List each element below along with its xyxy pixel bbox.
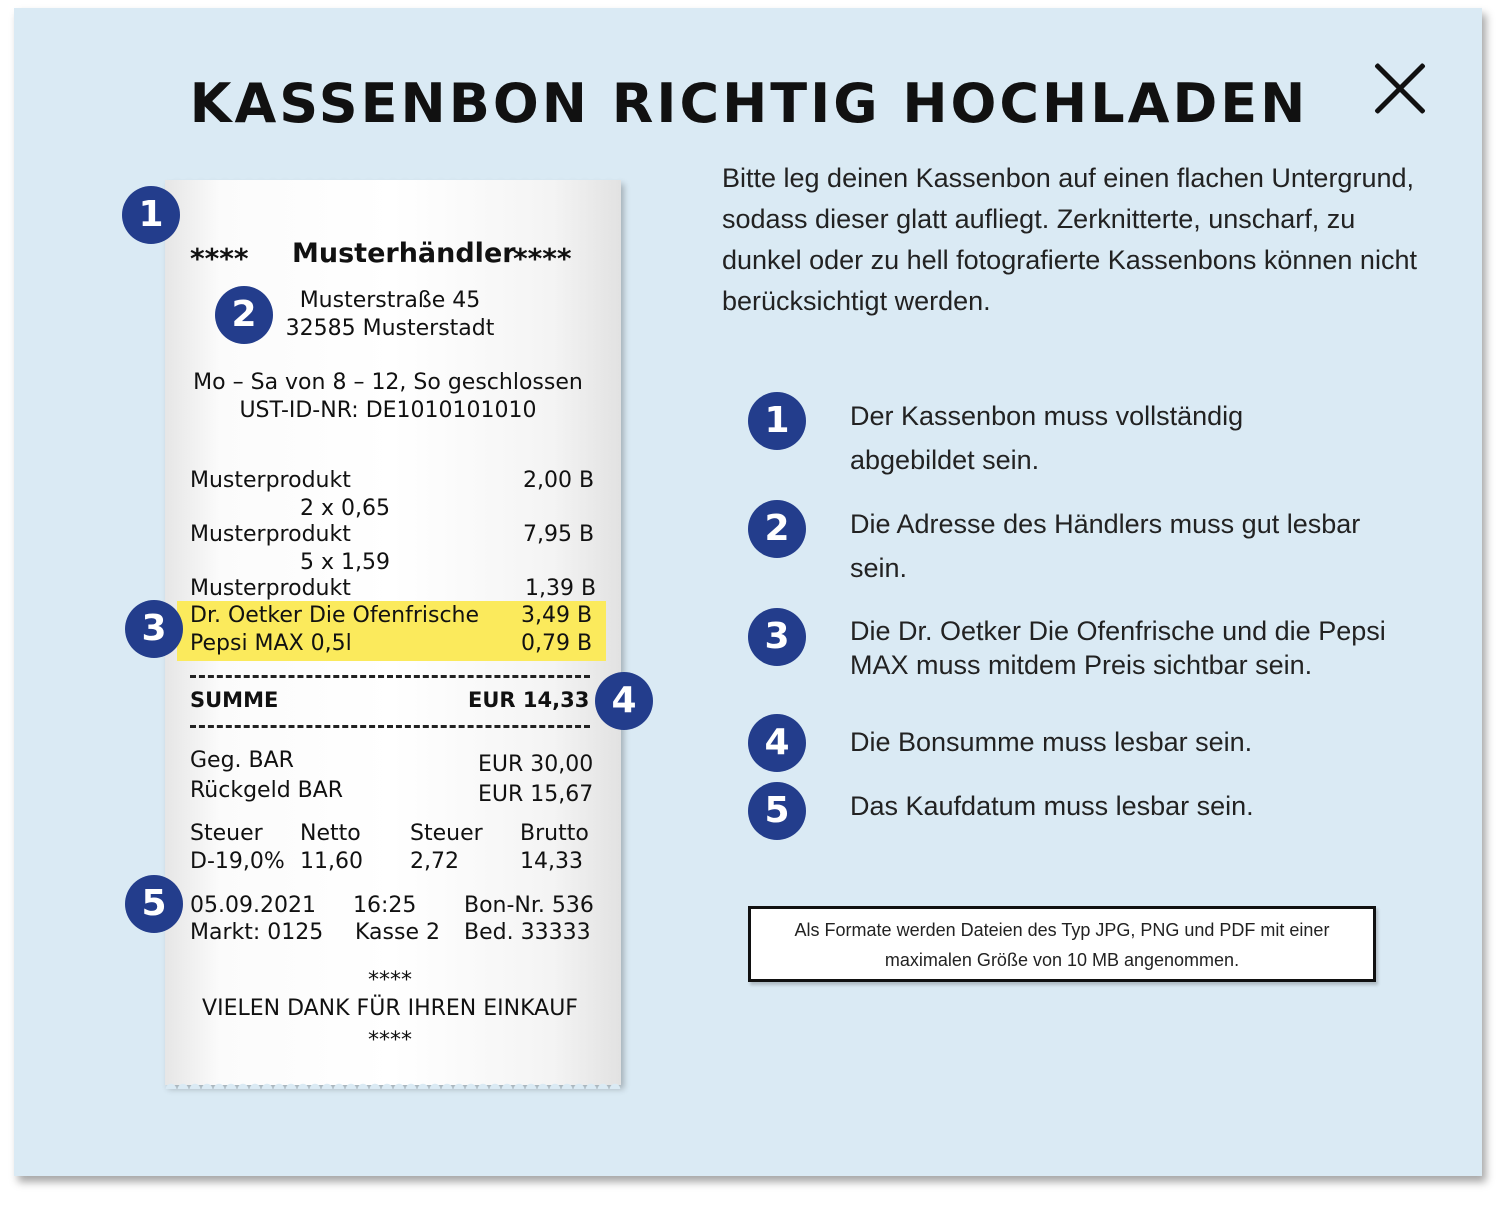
requirement-text-5: Das Kaufdatum muss lesbar sein. [850, 791, 1254, 821]
receipt-item-price: 2,00 B [523, 468, 595, 493]
receipt-register: Kasse 2 [355, 920, 440, 945]
receipt-badge-3: 3 [125, 600, 183, 658]
receipt-vat-id: UST-ID-NR: DE1010101010 [239, 398, 537, 423]
receipt-torn-edge-bottom [165, 1079, 621, 1089]
receipt-paid-value: EUR 30,00 [478, 752, 594, 777]
receipt-time: 16:25 [353, 893, 417, 918]
file-format-notice: Als Formate werden Dateien des Typ JPG, PNG und PDF mit einer maximalen Größe von 10 MB angenommen. [748, 906, 1376, 982]
receipt-tax-value: 14,33 [520, 849, 583, 874]
receipt-item-price: 7,95 B [523, 522, 595, 547]
receipt-footer-stars: **** [368, 968, 412, 993]
requirement-badge-3: 3 [748, 608, 806, 666]
receipt-item-price-highlighted: 3,49 B [521, 603, 593, 628]
requirement-text-4: Die Bonsumme muss lesbar sein. [850, 727, 1253, 757]
receipt-torn-edge-top [165, 174, 621, 184]
receipt-street: Musterstraße 45 [299, 288, 481, 313]
receipt-item-price: 1,39 B [525, 576, 597, 601]
receipt-tax-value: 11,60 [300, 849, 363, 874]
close-icon[interactable] [1372, 60, 1428, 116]
requirement-badge-4: 4 [748, 714, 806, 772]
receipt-city: 32585 Musterstadt [285, 316, 495, 341]
receipt-item-name: Musterprodukt [190, 468, 351, 493]
receipt-change-value: EUR 15,67 [478, 782, 594, 807]
receipt-divider [190, 675, 590, 678]
requirement-text-2: Die Adresse des Händlers muss gut lesbar sein. [850, 509, 1361, 583]
dialog-title: KASSENBON RICHTIG HOCHLADEN [189, 72, 1309, 135]
receipt-total-label: SUMME [190, 688, 279, 712]
requirement-badge-1: 1 [748, 392, 806, 450]
receipt-divider [190, 725, 590, 728]
receipt-total-value: EUR 14,33 [468, 688, 590, 712]
receipt-staff: Bed. 33333 [464, 920, 591, 945]
receipt-paid-label: Geg. BAR [190, 748, 294, 773]
receipt-item-name-highlighted: Pepsi MAX 0,5l [190, 631, 352, 656]
receipt-item-name: Musterprodukt [190, 522, 351, 547]
receipt-tax-value: D-19,0% [190, 849, 285, 874]
intro-text: Bitte leg deinen Kassenbon auf einen flachen Untergrund, sodass dieser glatt aufliegt. Zerknitterte, unscharf, zu dunkel oder zu hell fotografierte Kassenbons können nicht berücksichtigt werden. [722, 163, 1417, 316]
requirement-text-3: Die Dr. Oetker Die Ofenfrische und die Pepsi MAX muss mitdem Preis sichtbar sein. [850, 616, 1386, 680]
receipt-bon-nr: Bon-Nr. 536 [464, 893, 594, 918]
receipt-hours: Mo – Sa von 8 – 12, So geschlossen [193, 370, 583, 395]
requirement-badge-2: 2 [748, 500, 806, 558]
receipt-item-name-highlighted: Dr. Oetker Die Ofenfrische [190, 603, 480, 628]
receipt-stars-right: **** [513, 242, 572, 275]
receipt-stars-left: **** [190, 242, 249, 275]
receipt-footer-stars: **** [368, 1028, 412, 1053]
receipt-date: 05.09.2021 [190, 893, 316, 918]
receipt-item-detail: 2 x 0,65 [300, 496, 390, 521]
receipt-item-detail: 5 x 1,59 [300, 550, 390, 575]
receipt-item-price-highlighted: 0,79 B [521, 631, 593, 656]
receipt-tax-header: Steuer [190, 821, 263, 846]
receipt-badge-5: 5 [125, 875, 183, 933]
receipt-tax-header: Brutto [520, 821, 589, 846]
receipt-merchant: Musterhändler [292, 238, 516, 269]
receipt-tax-header: Netto [300, 821, 361, 846]
receipt-thanks: VIELEN DANK FÜR IHREN EINKAUF [202, 996, 578, 1021]
receipt-tax-header: Steuer [410, 821, 483, 846]
requirement-text-1: Der Kassenbon muss vollständig abgebildet sein. [850, 401, 1244, 475]
receipt-tax-value: 2,72 [410, 849, 459, 874]
receipt-badge-1: 1 [122, 186, 180, 244]
receipt-item-name: Musterprodukt [190, 576, 351, 601]
receipt-badge-2: 2 [215, 286, 273, 344]
receipt-market: Markt: 0125 [190, 920, 324, 945]
requirement-badge-5: 5 [748, 782, 806, 840]
receipt-badge-4: 4 [595, 672, 653, 730]
receipt-change-label: Rückgeld BAR [190, 778, 344, 803]
